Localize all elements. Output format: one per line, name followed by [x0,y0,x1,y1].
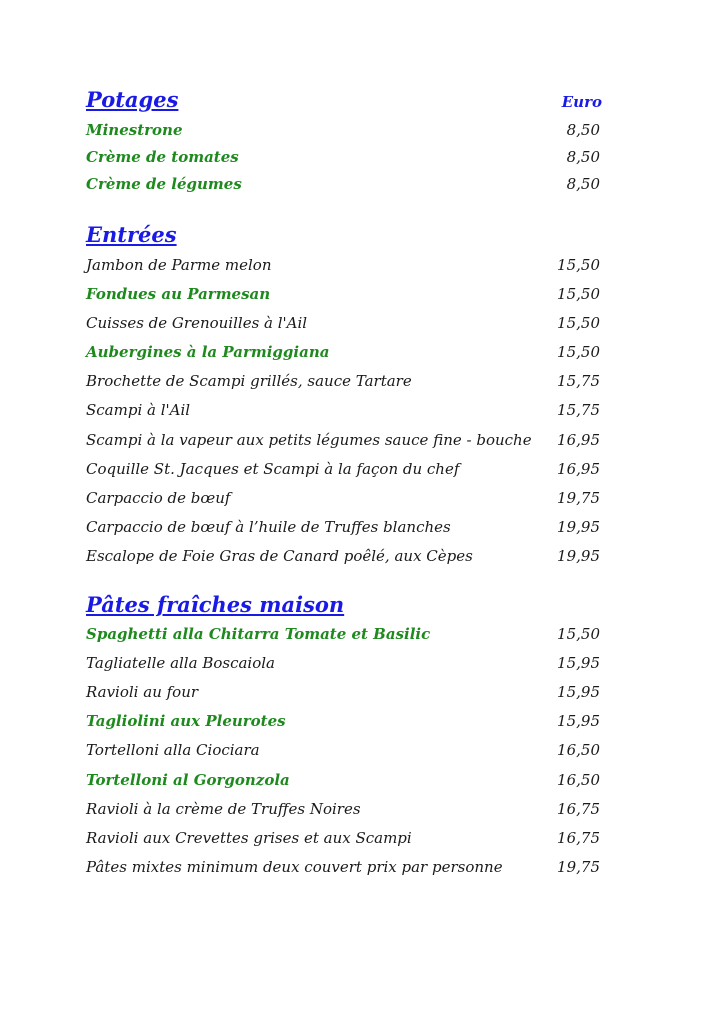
item-name: Aubergines à la Parmiggiana [86,343,330,362]
item-name: Crème de légumes [86,175,242,193]
item-name: Spaghetti alla Chitarra Tomate et Basilic [86,625,431,644]
menu-item [86,426,604,455]
menu-item [86,542,604,571]
menu-item [86,280,604,309]
menu-item [86,309,604,338]
item-price: 16,75 [557,799,600,818]
item-list [86,117,604,198]
item-price: 19,75 [557,488,600,507]
menu-item [86,620,604,649]
menu-item [86,338,604,367]
item-name: Scampi à l'Ail [86,401,191,420]
item-name: Carpaccio de bœuf [86,488,231,507]
item-list [86,620,604,882]
item-name: Tagliatelle alla Boscaiola [86,654,275,673]
item-name: Ravioli à la crème de Truffes Noires [86,799,361,818]
item-name: Ravioli aux Crevettes grises et aux Scampi [86,828,412,847]
item-price: 15,95 [557,654,600,673]
menu-item [86,513,604,542]
section-title-entrees: Entrées [86,222,177,247]
menu-item [86,824,604,853]
item-price: 16,50 [557,770,600,789]
item-name: Tagliolini aux Pleurotes [86,712,286,731]
menu-item [86,707,604,736]
item-price: 19,75 [557,857,600,876]
item-price: 15,50 [557,314,600,333]
item-price: 19,95 [557,546,600,565]
item-name: Cuisses de Grenouilles à l'Ail [86,314,308,333]
item-price: 16,95 [557,459,600,478]
item-price: 15,95 [557,712,600,731]
item-name: Scampi à la vapeur aux petits légumes sauce fine - bouche [86,430,532,449]
item-price: 19,95 [557,517,600,536]
section-title-pates: Pâtes fraîches maison [86,592,345,618]
item-name: Brochette de Scampi grillés, sauce Tartare [86,372,412,391]
item-price: 8,50 [566,121,600,139]
menu-item [86,484,604,513]
item-name: Fondues au Parmesan [86,285,271,304]
menu-item [86,649,604,678]
item-price: 15,50 [557,625,600,644]
section-header [86,221,604,249]
item-price: 15,50 [557,285,600,304]
item-price: 8,50 [566,148,600,166]
section-header [86,591,604,619]
item-price: 15,75 [557,401,600,420]
menu-item [86,251,604,280]
menu-item [86,396,604,425]
menu-item [86,678,604,707]
menu-item [86,367,604,396]
item-name: Escalope de Foie Gras de Canard poêlé, aux Cèpes [86,546,473,565]
item-price: 16,75 [557,828,600,847]
section-header [86,86,604,114]
section-pates [86,591,604,882]
item-price: 15,50 [557,256,600,274]
item-price: 16,50 [557,741,600,760]
item-name: Ravioli au four [86,683,199,702]
section-title-potages: Potages [86,87,179,112]
item-name: Carpaccio de bœuf à l’huile de Truffes blanches [86,517,451,536]
currency-label: Euro [561,93,602,111]
menu-item [86,853,604,882]
item-name: Pâtes mixtes minimum deux couvert prix par personne [86,857,503,876]
section-potages [86,86,604,198]
menu-item [86,766,604,795]
menu-page [86,86,604,882]
item-name: Crème de tomates [86,148,239,166]
item-list [86,251,604,571]
menu-item [86,795,604,824]
item-name: Minestrone [86,121,183,139]
item-name: Coquille St. Jacques et Scampi à la façon du chef [86,459,460,478]
item-price: 15,95 [557,683,600,702]
item-price: 16,95 [557,430,600,449]
menu-item [86,455,604,484]
item-name: Tortelloni alla Ciociara [86,741,260,760]
item-name: Tortelloni al Gorgonzola [86,770,290,789]
menu-item [86,171,604,198]
section-entrees [86,221,604,571]
item-price: 15,75 [557,372,600,391]
item-price: 15,50 [557,343,600,362]
menu-item [86,144,604,171]
menu-item [86,117,604,144]
item-price: 8,50 [566,175,600,193]
menu-item [86,736,604,765]
item-name: Jambon de Parme melon [86,256,272,274]
